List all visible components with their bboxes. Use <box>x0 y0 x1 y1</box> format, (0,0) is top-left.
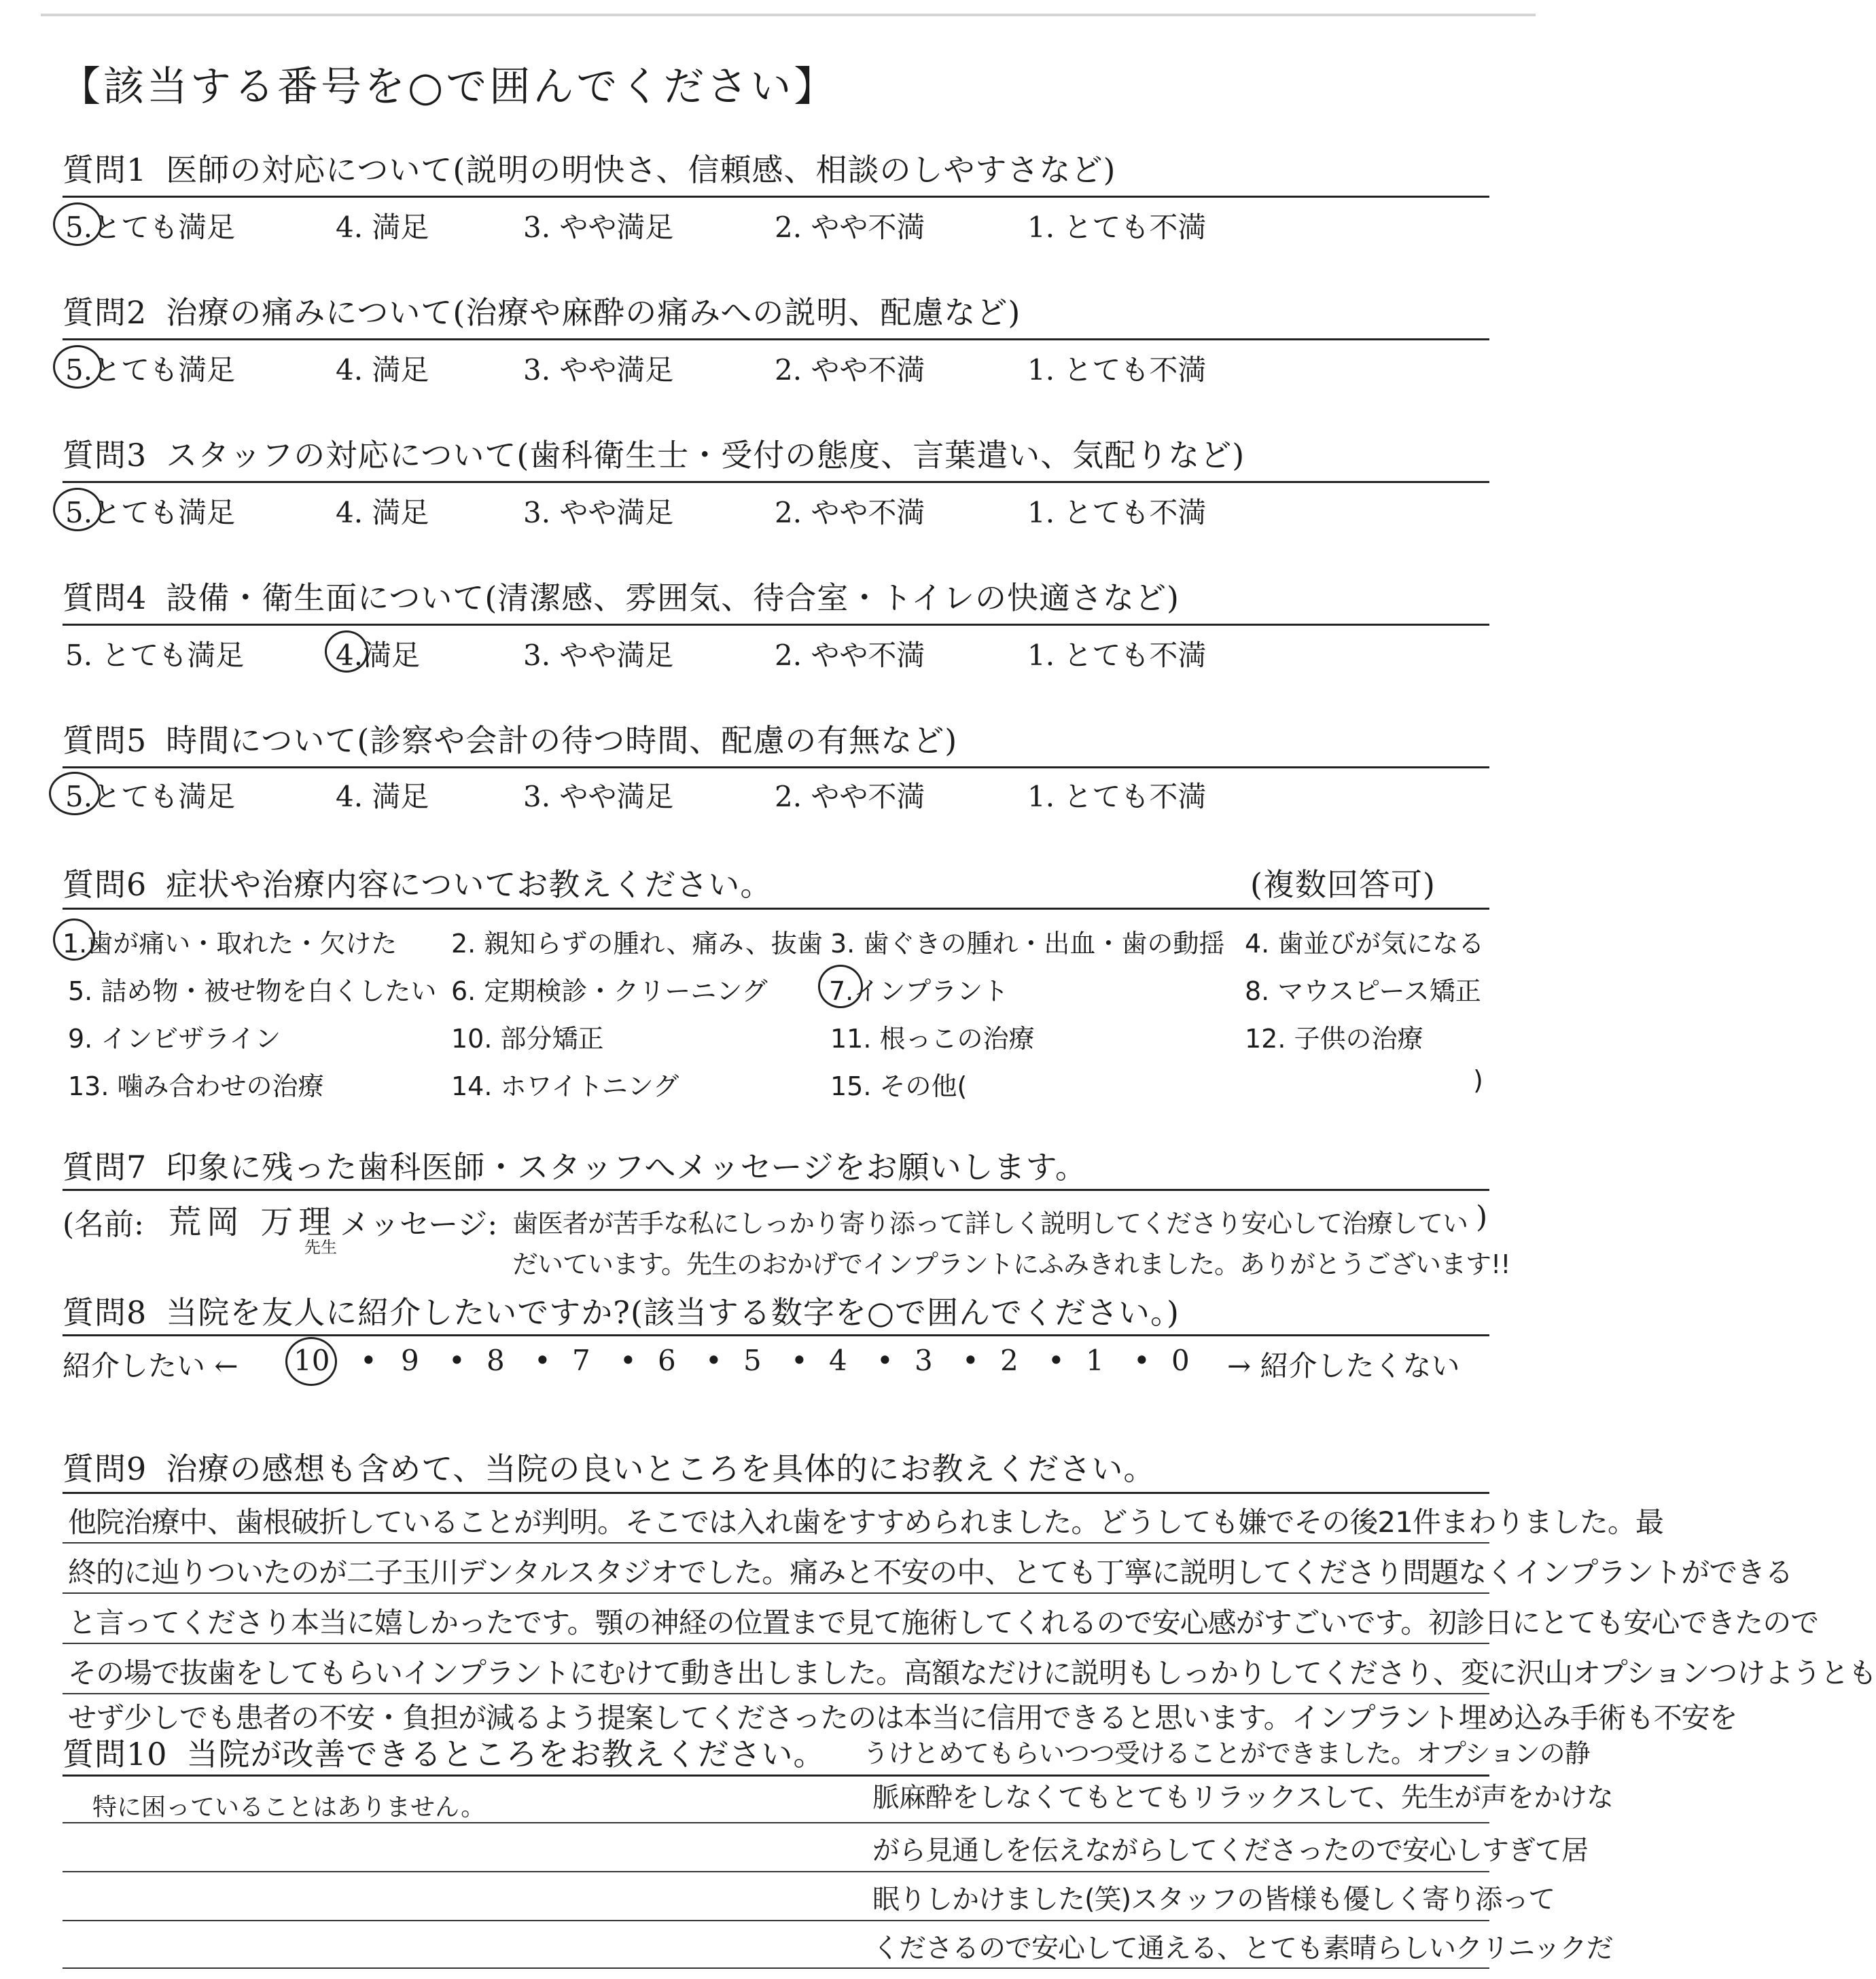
q2-option-4[interactable]: 4. 満足 <box>336 353 429 387</box>
q8-scale-7[interactable]: 7 <box>572 1344 590 1377</box>
q6-option-12[interactable]: 12. 子供の治療 <box>1245 1024 1423 1054</box>
q9-heading <box>63 1444 1155 1489</box>
q1-rule <box>63 196 1489 198</box>
q5-option-4[interactable]: 4. 満足 <box>336 780 429 813</box>
q9-answer-line-3[interactable]: と言ってくださり本当に嬉しかったです。顎の神経の位置まで見て施術してくれるので安心感がすごいです。初診日にとても安心できたので <box>68 1606 1819 1639</box>
q8-separator: • <box>534 1344 551 1377</box>
q6-option-11[interactable]: 11. 根っこの治療 <box>830 1024 1035 1054</box>
q8-scale-3[interactable]: 3 <box>915 1344 933 1377</box>
q8-separator: • <box>360 1344 377 1377</box>
q6-option-7[interactable]: 7.インプラント <box>829 976 1009 1006</box>
q8-scale-6[interactable]: 6 <box>658 1344 676 1377</box>
q2-option-5[interactable]: 5.とても満足 <box>65 353 236 387</box>
q3-text: スタッフの対応について(歯科衛生士・受付の態度、言葉遣い、気配りなど) <box>166 437 1245 474</box>
q6-option-15-close: ) <box>1473 1065 1483 1095</box>
q5-text: 時間について(診察や会計の待つ時間、配慮の有無など) <box>166 722 958 759</box>
q1-option-1[interactable]: 1. とても不満 <box>1027 211 1207 244</box>
page-title: 【該当する番号を○で囲んでください】 <box>60 63 838 111</box>
q1-heading <box>63 145 1116 190</box>
q9-number: 質問9 <box>63 1450 147 1487</box>
q1-option-4[interactable]: 4. 満足 <box>336 211 429 244</box>
q10-number: 質問10 <box>63 1736 168 1772</box>
q3-number: 質問3 <box>63 437 147 474</box>
q9-answer-line-2[interactable]: 終的に辿りついたのが二子玉川デンタルスタジオでした。痛みと不安の中、とても丁寧に説明してくださり問題なくインプラントができる <box>68 1556 1793 1589</box>
q10-text: 当院が改善できるところをお教えください。 <box>186 1736 826 1772</box>
q6-option-5[interactable]: 5. 詰め物・被せ物を白くしたい <box>68 976 437 1006</box>
q9-text: 治療の感想も含めて、当院の良いところを具体的にお教えください。 <box>166 1450 1156 1487</box>
q8-scale-4[interactable]: 4 <box>829 1344 847 1377</box>
q2-option-2[interactable]: 2. やや不満 <box>775 353 925 387</box>
q7-name-label: (名前: <box>63 1207 144 1242</box>
q10-writing-line <box>63 1871 1489 1872</box>
q4-option-5[interactable]: 5. とても満足 <box>65 639 245 672</box>
q8-separator: • <box>705 1344 722 1377</box>
q4-option-1[interactable]: 1. とても不満 <box>1027 639 1207 672</box>
q10-heading <box>63 1730 826 1775</box>
q6-option-1[interactable]: 1.歯が痛い・取れた・欠けた <box>63 929 397 959</box>
q10-writing-line <box>63 1822 1489 1823</box>
q10-answer[interactable]: 特に困っていることはありません。 <box>92 1794 486 1821</box>
q8-scale-1[interactable]: 1 <box>1086 1344 1104 1377</box>
q8-separator: • <box>877 1344 893 1377</box>
q7-number: 質問7 <box>63 1149 147 1185</box>
q9-continued-line-1[interactable]: 脈麻酔をしなくてもとてもリラックスして、先生が声をかけな <box>872 1782 1613 1813</box>
q7-heading <box>63 1143 1087 1188</box>
q6-number: 質問6 <box>63 866 147 903</box>
q9-answer-line-1[interactable]: 他院治療中、歯根破折していることが判明。そこでは入れ歯をすすめられました。どうしても嫌でその後21件まわりました。最 <box>68 1505 1663 1539</box>
q9-writing-line <box>63 1542 1489 1544</box>
q1-option-3[interactable]: 3. やや満足 <box>523 211 674 244</box>
q6-rule <box>63 908 1489 910</box>
q6-option-9[interactable]: 9. インビザライン <box>68 1024 281 1054</box>
q1-text: 医師の対応について(説明の明快さ、信頼感、相談のしやすさなど) <box>166 151 1116 188</box>
q6-heading <box>63 860 772 905</box>
q1-option-2[interactable]: 2. やや不満 <box>775 211 925 244</box>
q3-option-2[interactable]: 2. やや不満 <box>775 496 925 529</box>
q4-option-4[interactable]: 4.満足 <box>336 639 421 672</box>
q8-rule <box>63 1334 1489 1336</box>
q7-message-line-2[interactable]: だいています。先生のおかげでインプラントにふみきれました。ありがとうございます!! <box>512 1249 1510 1279</box>
q3-heading <box>63 431 1245 476</box>
q3-option-4[interactable]: 4. 満足 <box>336 496 429 529</box>
q8-left-label: 紹介したい ← <box>63 1349 238 1383</box>
q8-scale-5[interactable]: 5 <box>743 1344 762 1377</box>
q4-rule <box>63 624 1489 626</box>
q1-option-5[interactable]: 5.とても満足 <box>65 211 236 244</box>
q8-scale-10[interactable]: 10 <box>294 1344 330 1377</box>
q5-option-5[interactable]: 5.とても満足 <box>65 780 236 813</box>
q8-scale-9[interactable]: 9 <box>401 1344 419 1377</box>
q8-separator: • <box>962 1344 979 1377</box>
q10-writing-line <box>63 1920 1489 1921</box>
q10-writing-line <box>63 1967 1489 1969</box>
q9-continued-text[interactable]: うけとめてもらいつつ受けることができました。オプションの静 <box>863 1739 1590 1768</box>
q2-heading <box>63 288 1021 333</box>
q9-writing-line <box>63 1592 1489 1594</box>
q6-option-10[interactable]: 10. 部分矯正 <box>451 1024 604 1054</box>
q4-option-3[interactable]: 3. やや満足 <box>523 639 674 672</box>
q8-scale-2[interactable]: 2 <box>1000 1344 1019 1377</box>
q6-option-14[interactable]: 14. ホワイトニング <box>451 1071 679 1101</box>
q6-multiple-note: (複数回答可) <box>1250 866 1436 903</box>
q6-option-8[interactable]: 8. マウスピース矯正 <box>1245 976 1481 1006</box>
top-edge-line <box>41 14 1536 16</box>
q9-continued-line-4[interactable]: くださるので安心して通える、とても素晴らしいクリニックだ <box>872 1933 1613 1964</box>
q3-option-3[interactable]: 3. やや満足 <box>523 496 674 529</box>
q8-scale-0[interactable]: 0 <box>1171 1344 1190 1377</box>
q7-honorific: 先生 <box>304 1238 337 1257</box>
q8-number: 質問8 <box>63 1294 147 1331</box>
q7-message-line-1[interactable]: 歯医者が苦手な私にしっかり寄り添って詳しく説明してくださり安心して治療してい <box>512 1209 1468 1238</box>
q1-number: 質問1 <box>63 151 147 188</box>
q3-option-1[interactable]: 1. とても不満 <box>1027 496 1207 529</box>
q9-writing-line <box>63 1643 1489 1644</box>
q9-answer-line-5[interactable]: せず少しでも患者の不安・負担が減るよう提案してくださったのは本当に信用できると思います。インプラント埋め込み手術も不安を <box>68 1701 1737 1734</box>
q4-number: 質問4 <box>63 580 147 616</box>
q7-close-paren: ) <box>1476 1200 1488 1234</box>
q9-writing-line <box>63 1693 1489 1694</box>
q5-rule <box>63 766 1489 768</box>
q8-text: 当院を友人に紹介したいですか?(該当する数字を○で囲んでください。) <box>166 1294 1180 1331</box>
q2-text: 治療の痛みについて(治療や麻酔の痛みへの説明、配慮など) <box>166 294 1021 331</box>
q8-separator: • <box>448 1344 465 1377</box>
q9-continued-line-2[interactable]: がら見通しを伝えながらしてくださったので安心しすぎて居 <box>872 1835 1588 1866</box>
q8-scale-8[interactable]: 8 <box>486 1344 505 1377</box>
q6-option-3[interactable]: 3. 歯ぐきの腫れ・出血・歯の動揺 <box>830 929 1225 959</box>
q9-rule <box>63 1492 1489 1494</box>
q7-message-label: メッセージ: <box>340 1207 498 1242</box>
q6-option-4[interactable]: 4. 歯並びが気になる <box>1245 929 1485 959</box>
q2-rule <box>63 338 1489 340</box>
q8-separator: • <box>1048 1344 1065 1377</box>
q5-option-2[interactable]: 2. やや不満 <box>775 780 925 813</box>
q4-heading <box>63 573 1180 618</box>
q2-option-1[interactable]: 1. とても不満 <box>1027 353 1207 387</box>
q5-heading <box>63 716 957 761</box>
q7-name-value[interactable]: 荒岡 万理 <box>169 1203 337 1241</box>
q8-separator: • <box>620 1344 637 1377</box>
q7-rule <box>63 1189 1489 1191</box>
q9-continued-line-3[interactable]: 眠りしかけました(笑)スタッフの皆様も優しく寄り添って <box>872 1884 1555 1915</box>
q8-right-label: → 紹介したくない <box>1227 1349 1460 1383</box>
q6-option-2[interactable]: 2. 親知らずの腫れ、痛み、抜歯 <box>451 929 823 959</box>
q9-answer-line-4[interactable]: その場で抜歯をしてもらいインプラントにむけて動き出しました。高額なだけに説明もしっかりしてくださり、変に沢山オプションつけようとも <box>68 1656 1876 1690</box>
q6-text: 症状や治療内容についてお教えください。 <box>166 866 773 903</box>
q8-separator: • <box>791 1344 808 1377</box>
q4-option-2[interactable]: 2. やや不満 <box>775 639 925 672</box>
q5-option-3[interactable]: 3. やや満足 <box>523 780 674 813</box>
q6-option-15[interactable]: 15. その他( <box>830 1071 968 1101</box>
q7-text: 印象に残った歯科医師・スタッフへメッセージをお願いします。 <box>166 1149 1087 1185</box>
q6-option-6[interactable]: 6. 定期検診・クリーニング <box>451 976 768 1006</box>
q2-number: 質問2 <box>63 294 147 331</box>
q8-separator: • <box>1133 1344 1150 1377</box>
q2-option-3[interactable]: 3. やや満足 <box>523 353 674 387</box>
q8-heading <box>63 1288 1180 1333</box>
q3-rule <box>63 481 1489 483</box>
q5-number: 質問5 <box>63 722 147 759</box>
q3-option-5[interactable]: 5.とても満足 <box>65 496 236 529</box>
q5-option-1[interactable]: 1. とても不満 <box>1027 780 1207 813</box>
q4-text: 設備・衛生面について(清潔感、雰囲気、待合室・トイレの快適さなど) <box>166 580 1180 616</box>
q6-option-13[interactable]: 13. 噛み合わせの治療 <box>68 1071 324 1101</box>
